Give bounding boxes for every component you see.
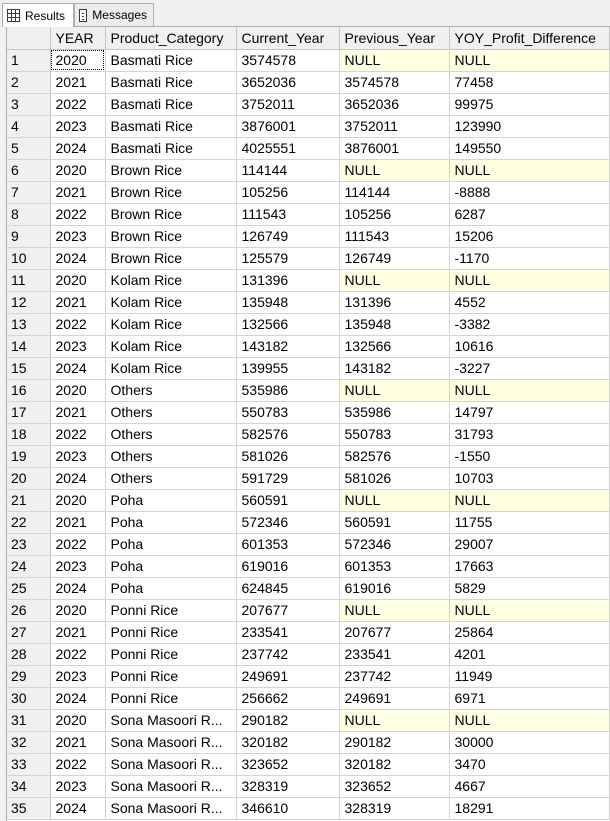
yoy-profit-difference-cell[interactable]: -1170 [449, 247, 609, 269]
product-category-cell[interactable]: Others [105, 423, 236, 445]
yoy-profit-difference-cell[interactable]: 6287 [449, 203, 609, 225]
row-number[interactable]: 17 [7, 401, 50, 423]
year-cell[interactable]: 2023 [50, 775, 105, 797]
table-row[interactable] [7, 379, 609, 401]
yoy-profit-difference-cell[interactable]: 18291 [449, 797, 609, 819]
product-category-cell[interactable]: Sona Masoori R... [105, 731, 236, 753]
previous-year-cell[interactable]: 581026 [339, 467, 449, 489]
product-category-cell[interactable]: Brown Rice [105, 159, 236, 181]
current-year-cell[interactable]: 550783 [236, 401, 339, 423]
tab-results-label: Results [25, 8, 66, 23]
previous-year-cell[interactable]: NULL [339, 709, 449, 731]
yoy-profit-difference-cell[interactable]: 4552 [449, 291, 609, 313]
current-year-cell[interactable]: 256662 [236, 687, 339, 709]
previous-year-cell[interactable]: 114144 [339, 181, 449, 203]
table-row[interactable] [7, 269, 609, 291]
year-cell[interactable]: 2020 [50, 599, 105, 621]
previous-year-cell[interactable]: 126749 [339, 247, 449, 269]
year-cell[interactable]: 2022 [50, 533, 105, 555]
yoy-profit-difference-cell[interactable]: -3382 [449, 313, 609, 335]
current-year-cell[interactable]: 3574578 [236, 49, 339, 71]
tab-messages[interactable] [74, 3, 154, 26]
current-year-cell[interactable]: 290182 [236, 709, 339, 731]
previous-year-cell[interactable]: 550783 [339, 423, 449, 445]
row-number[interactable]: 15 [7, 357, 50, 379]
year-cell[interactable]: 2023 [50, 445, 105, 467]
row-number[interactable]: 2 [7, 71, 50, 93]
product-category-cell[interactable]: Poha [105, 577, 236, 599]
previous-year-cell[interactable]: NULL [339, 599, 449, 621]
current-year-cell[interactable]: 126749 [236, 225, 339, 247]
previous-year-cell[interactable]: 3876001 [339, 137, 449, 159]
product-category-cell[interactable]: Brown Rice [105, 247, 236, 269]
previous-year-cell[interactable]: 3652036 [339, 93, 449, 115]
product-category-cell[interactable]: Ponni Rice [105, 665, 236, 687]
previous-year-cell[interactable]: 135948 [339, 313, 449, 335]
yoy-profit-difference-cell[interactable]: 15206 [449, 225, 609, 247]
year-cell[interactable]: 2024 [50, 797, 105, 819]
previous-year-cell[interactable]: NULL [339, 159, 449, 181]
table-row[interactable] [7, 49, 609, 71]
row-number[interactable]: 6 [7, 159, 50, 181]
table-row[interactable] [7, 621, 609, 643]
current-year-cell[interactable]: 132566 [236, 313, 339, 335]
year-cell[interactable]: 2020 [50, 379, 105, 401]
yoy-profit-difference-cell[interactable]: NULL [449, 489, 609, 511]
column-header-current-year[interactable]: Current_Year [236, 27, 339, 49]
yoy-profit-difference-cell[interactable]: 25864 [449, 621, 609, 643]
table-row[interactable] [7, 115, 609, 137]
yoy-profit-difference-cell[interactable]: -3227 [449, 357, 609, 379]
table-row[interactable] [7, 401, 609, 423]
year-cell[interactable]: 2023 [50, 115, 105, 137]
row-number[interactable]: 22 [7, 511, 50, 533]
product-category-cell[interactable]: Brown Rice [105, 181, 236, 203]
year-cell[interactable]: 2022 [50, 313, 105, 335]
grid-icon [7, 9, 20, 22]
yoy-profit-difference-cell[interactable]: -1550 [449, 445, 609, 467]
table-row[interactable] [7, 533, 609, 555]
previous-year-cell[interactable]: NULL [339, 269, 449, 291]
product-category-cell[interactable]: Sona Masoori R... [105, 709, 236, 731]
row-number[interactable]: 16 [7, 379, 50, 401]
year-cell[interactable]: 2024 [50, 357, 105, 379]
table-row[interactable] [7, 643, 609, 665]
product-category-cell[interactable]: Poha [105, 489, 236, 511]
product-category-cell[interactable]: Sona Masoori R... [105, 797, 236, 819]
column-header-previous-year[interactable]: Previous_Year [339, 27, 449, 49]
row-number[interactable]: 9 [7, 225, 50, 247]
table-row[interactable] [7, 93, 609, 115]
product-category-cell[interactable]: Basmati Rice [105, 93, 236, 115]
yoy-profit-difference-cell[interactable]: NULL [449, 709, 609, 731]
product-category-cell[interactable]: Ponni Rice [105, 621, 236, 643]
year-cell[interactable]: 2024 [50, 247, 105, 269]
year-cell[interactable]: 2021 [50, 181, 105, 203]
previous-year-cell[interactable]: NULL [339, 489, 449, 511]
row-number[interactable]: 24 [7, 555, 50, 577]
product-category-cell[interactable]: Poha [105, 533, 236, 555]
previous-year-cell[interactable]: 290182 [339, 731, 449, 753]
current-year-cell[interactable]: 111543 [236, 203, 339, 225]
table-row[interactable] [7, 555, 609, 577]
table-row[interactable] [7, 313, 609, 335]
column-header-year[interactable]: YEAR [50, 27, 105, 49]
previous-year-cell[interactable]: 619016 [339, 577, 449, 599]
previous-year-cell[interactable]: 323652 [339, 775, 449, 797]
table-row[interactable] [7, 577, 609, 599]
previous-year-cell[interactable]: 132566 [339, 335, 449, 357]
year-cell[interactable]: 2020 [50, 49, 105, 71]
yoy-profit-difference-cell[interactable]: 4667 [449, 775, 609, 797]
year-cell[interactable]: 2024 [50, 467, 105, 489]
row-number[interactable]: 3 [7, 93, 50, 115]
table-row[interactable] [7, 291, 609, 313]
year-cell[interactable]: 2024 [50, 687, 105, 709]
year-cell[interactable]: 2024 [50, 137, 105, 159]
previous-year-cell[interactable]: 249691 [339, 687, 449, 709]
yoy-profit-difference-cell[interactable]: 17663 [449, 555, 609, 577]
yoy-profit-difference-cell[interactable]: NULL [449, 599, 609, 621]
row-number[interactable]: 34 [7, 775, 50, 797]
row-number[interactable]: 10 [7, 247, 50, 269]
previous-year-cell[interactable]: 207677 [339, 621, 449, 643]
previous-year-cell[interactable]: 237742 [339, 665, 449, 687]
yoy-profit-difference-cell[interactable]: 3470 [449, 753, 609, 775]
current-year-cell[interactable]: 323652 [236, 753, 339, 775]
yoy-profit-difference-cell[interactable]: NULL [449, 49, 609, 71]
results-tab-strip [0, 0, 610, 26]
row-number[interactable]: 13 [7, 313, 50, 335]
yoy-profit-difference-cell[interactable]: 77458 [449, 71, 609, 93]
table-row[interactable] [7, 423, 609, 445]
product-category-cell[interactable]: Kolam Rice [105, 335, 236, 357]
table-row[interactable] [7, 599, 609, 621]
product-category-cell[interactable]: Others [105, 379, 236, 401]
previous-year-cell[interactable]: 105256 [339, 203, 449, 225]
yoy-profit-difference-cell[interactable]: 14797 [449, 401, 609, 423]
current-year-cell[interactable]: 4025551 [236, 137, 339, 159]
current-year-cell[interactable]: 591729 [236, 467, 339, 489]
row-number[interactable]: 4 [7, 115, 50, 137]
previous-year-cell[interactable]: 582576 [339, 445, 449, 467]
product-category-cell[interactable]: Ponni Rice [105, 599, 236, 621]
previous-year-cell[interactable]: 233541 [339, 643, 449, 665]
year-cell[interactable]: 2021 [50, 401, 105, 423]
product-category-cell[interactable]: Basmati Rice [105, 137, 236, 159]
row-number[interactable]: 18 [7, 423, 50, 445]
product-category-cell[interactable]: Sona Masoori R... [105, 775, 236, 797]
year-cell[interactable]: 2020 [50, 269, 105, 291]
yoy-profit-difference-cell[interactable]: 6971 [449, 687, 609, 709]
previous-year-cell[interactable]: 560591 [339, 511, 449, 533]
product-category-cell[interactable]: Basmati Rice [105, 71, 236, 93]
current-year-cell[interactable]: 582576 [236, 423, 339, 445]
product-category-cell[interactable]: Sona Masoori R... [105, 753, 236, 775]
previous-year-cell[interactable]: 320182 [339, 753, 449, 775]
row-number[interactable]: 19 [7, 445, 50, 467]
column-header-row [7, 27, 609, 49]
current-year-cell[interactable]: 601353 [236, 533, 339, 555]
current-year-cell[interactable]: 581026 [236, 445, 339, 467]
yoy-profit-difference-cell[interactable]: 149550 [449, 137, 609, 159]
previous-year-cell[interactable]: 535986 [339, 401, 449, 423]
previous-year-cell[interactable]: 3752011 [339, 115, 449, 137]
current-year-cell[interactable]: 3652036 [236, 71, 339, 93]
year-cell[interactable]: 2022 [50, 203, 105, 225]
row-number[interactable]: 27 [7, 621, 50, 643]
current-year-cell[interactable]: 233541 [236, 621, 339, 643]
current-year-cell[interactable]: 135948 [236, 291, 339, 313]
product-category-cell[interactable]: Others [105, 401, 236, 423]
year-cell[interactable]: 2021 [50, 71, 105, 93]
row-number[interactable]: 32 [7, 731, 50, 753]
column-header-product-category[interactable]: Product_Category [105, 27, 236, 49]
yoy-profit-difference-cell[interactable]: NULL [449, 379, 609, 401]
previous-year-cell[interactable]: 601353 [339, 555, 449, 577]
product-category-cell[interactable]: Brown Rice [105, 225, 236, 247]
table-row[interactable] [7, 753, 609, 775]
row-number[interactable]: 30 [7, 687, 50, 709]
current-year-cell[interactable]: 320182 [236, 731, 339, 753]
yoy-profit-difference-cell[interactable]: 4201 [449, 643, 609, 665]
row-number[interactable]: 5 [7, 137, 50, 159]
table-row[interactable] [7, 159, 609, 181]
current-year-cell[interactable]: 114144 [236, 159, 339, 181]
current-year-cell[interactable]: 207677 [236, 599, 339, 621]
table-row[interactable] [7, 445, 609, 467]
table-row[interactable] [7, 511, 609, 533]
current-year-cell[interactable]: 125579 [236, 247, 339, 269]
product-category-cell[interactable]: Kolam Rice [105, 313, 236, 335]
row-number[interactable]: 1 [7, 49, 50, 71]
year-cell[interactable]: 2020 [50, 159, 105, 181]
product-category-cell[interactable]: Brown Rice [105, 203, 236, 225]
previous-year-cell[interactable]: 111543 [339, 225, 449, 247]
tab-results[interactable] [2, 3, 74, 27]
row-number[interactable]: 33 [7, 753, 50, 775]
row-number-header[interactable] [7, 27, 50, 49]
current-year-cell[interactable]: 346610 [236, 797, 339, 819]
previous-year-cell[interactable]: 328319 [339, 797, 449, 819]
row-number[interactable]: 29 [7, 665, 50, 687]
current-year-cell[interactable]: 560591 [236, 489, 339, 511]
table-row[interactable] [7, 137, 609, 159]
yoy-profit-difference-cell[interactable]: 5829 [449, 577, 609, 599]
table-row[interactable] [7, 687, 609, 709]
year-cell[interactable]: 2023 [50, 335, 105, 357]
row-number[interactable]: 23 [7, 533, 50, 555]
table-row[interactable] [7, 467, 609, 489]
table-row[interactable] [7, 775, 609, 797]
year-cell[interactable]: 2021 [50, 511, 105, 533]
year-cell[interactable]: 2022 [50, 753, 105, 775]
yoy-profit-difference-cell[interactable]: 10616 [449, 335, 609, 357]
current-year-cell[interactable]: 237742 [236, 643, 339, 665]
row-number[interactable]: 25 [7, 577, 50, 599]
current-year-cell[interactable]: 131396 [236, 269, 339, 291]
table-row[interactable] [7, 797, 609, 819]
product-category-cell[interactable]: Kolam Rice [105, 357, 236, 379]
product-category-cell[interactable]: Kolam Rice [105, 269, 236, 291]
yoy-profit-difference-cell[interactable]: 10703 [449, 467, 609, 489]
year-cell[interactable]: 2023 [50, 225, 105, 247]
row-number[interactable]: 31 [7, 709, 50, 731]
year-cell[interactable]: 2022 [50, 93, 105, 115]
row-number[interactable]: 8 [7, 203, 50, 225]
year-cell[interactable]: 2021 [50, 731, 105, 753]
current-year-cell[interactable]: 3752011 [236, 93, 339, 115]
row-number[interactable]: 11 [7, 269, 50, 291]
current-year-cell[interactable]: 249691 [236, 665, 339, 687]
table-row[interactable] [7, 203, 609, 225]
product-category-cell[interactable]: Poha [105, 511, 236, 533]
table-row[interactable] [7, 357, 609, 379]
product-category-cell[interactable]: Kolam Rice [105, 291, 236, 313]
row-number[interactable]: 14 [7, 335, 50, 357]
product-category-cell[interactable]: Poha [105, 555, 236, 577]
current-year-cell[interactable]: 328319 [236, 775, 339, 797]
yoy-profit-difference-cell[interactable]: 30000 [449, 731, 609, 753]
year-cell[interactable]: 2022 [50, 423, 105, 445]
column-header-yoy-profit-difference[interactable]: YOY_Profit_Difference [449, 27, 609, 49]
row-number[interactable]: 35 [7, 797, 50, 819]
product-category-cell[interactable]: Others [105, 467, 236, 489]
previous-year-cell[interactable]: NULL [339, 379, 449, 401]
row-number[interactable]: 21 [7, 489, 50, 511]
table-row[interactable] [7, 181, 609, 203]
row-number[interactable]: 20 [7, 467, 50, 489]
table-row[interactable] [7, 71, 609, 93]
year-cell[interactable]: 2021 [50, 291, 105, 313]
table-row[interactable] [7, 731, 609, 753]
table-row[interactable] [7, 225, 609, 247]
current-year-cell[interactable]: 624845 [236, 577, 339, 599]
year-cell[interactable]: 2024 [50, 577, 105, 599]
results-table [7, 27, 610, 820]
yoy-profit-difference-cell[interactable]: -8888 [449, 181, 609, 203]
messages-icon [79, 9, 87, 22]
yoy-profit-difference-cell[interactable]: 99975 [449, 93, 609, 115]
table-row[interactable] [7, 335, 609, 357]
previous-year-cell[interactable]: 3574578 [339, 71, 449, 93]
tab-messages-label: Messages [92, 8, 147, 22]
yoy-profit-difference-cell[interactable]: NULL [449, 159, 609, 181]
table-row[interactable] [7, 489, 609, 511]
previous-year-cell[interactable]: 572346 [339, 533, 449, 555]
table-row[interactable] [7, 665, 609, 687]
row-number[interactable]: 12 [7, 291, 50, 313]
product-category-cell[interactable]: Ponni Rice [105, 687, 236, 709]
current-year-cell[interactable]: 572346 [236, 511, 339, 533]
previous-year-cell[interactable]: 131396 [339, 291, 449, 313]
year-cell[interactable]: 2021 [50, 621, 105, 643]
yoy-profit-difference-cell[interactable]: 123990 [449, 115, 609, 137]
product-category-cell[interactable]: Basmati Rice [105, 115, 236, 137]
yoy-profit-difference-cell[interactable]: 11949 [449, 665, 609, 687]
current-year-cell[interactable]: 143182 [236, 335, 339, 357]
results-grid[interactable] [6, 26, 610, 821]
current-year-cell[interactable]: 139955 [236, 357, 339, 379]
yoy-profit-difference-cell[interactable]: NULL [449, 269, 609, 291]
year-cell[interactable]: 2023 [50, 665, 105, 687]
row-number[interactable]: 7 [7, 181, 50, 203]
product-category-cell[interactable]: Basmati Rice [105, 49, 236, 71]
product-category-cell[interactable]: Ponni Rice [105, 643, 236, 665]
year-cell[interactable]: 2020 [50, 489, 105, 511]
yoy-profit-difference-cell[interactable]: 29007 [449, 533, 609, 555]
previous-year-cell[interactable]: 143182 [339, 357, 449, 379]
yoy-profit-difference-cell[interactable]: 11755 [449, 511, 609, 533]
year-cell[interactable]: 2020 [50, 709, 105, 731]
table-row[interactable] [7, 709, 609, 731]
current-year-cell[interactable]: 105256 [236, 181, 339, 203]
product-category-cell[interactable]: Others [105, 445, 236, 467]
current-year-cell[interactable]: 619016 [236, 555, 339, 577]
year-cell[interactable]: 2023 [50, 555, 105, 577]
row-number[interactable]: 26 [7, 599, 50, 621]
yoy-profit-difference-cell[interactable]: 31793 [449, 423, 609, 445]
year-cell[interactable]: 2022 [50, 643, 105, 665]
previous-year-cell[interactable]: NULL [339, 49, 449, 71]
row-number[interactable]: 28 [7, 643, 50, 665]
table-row[interactable] [7, 247, 609, 269]
current-year-cell[interactable]: 3876001 [236, 115, 339, 137]
current-year-cell[interactable]: 535986 [236, 379, 339, 401]
